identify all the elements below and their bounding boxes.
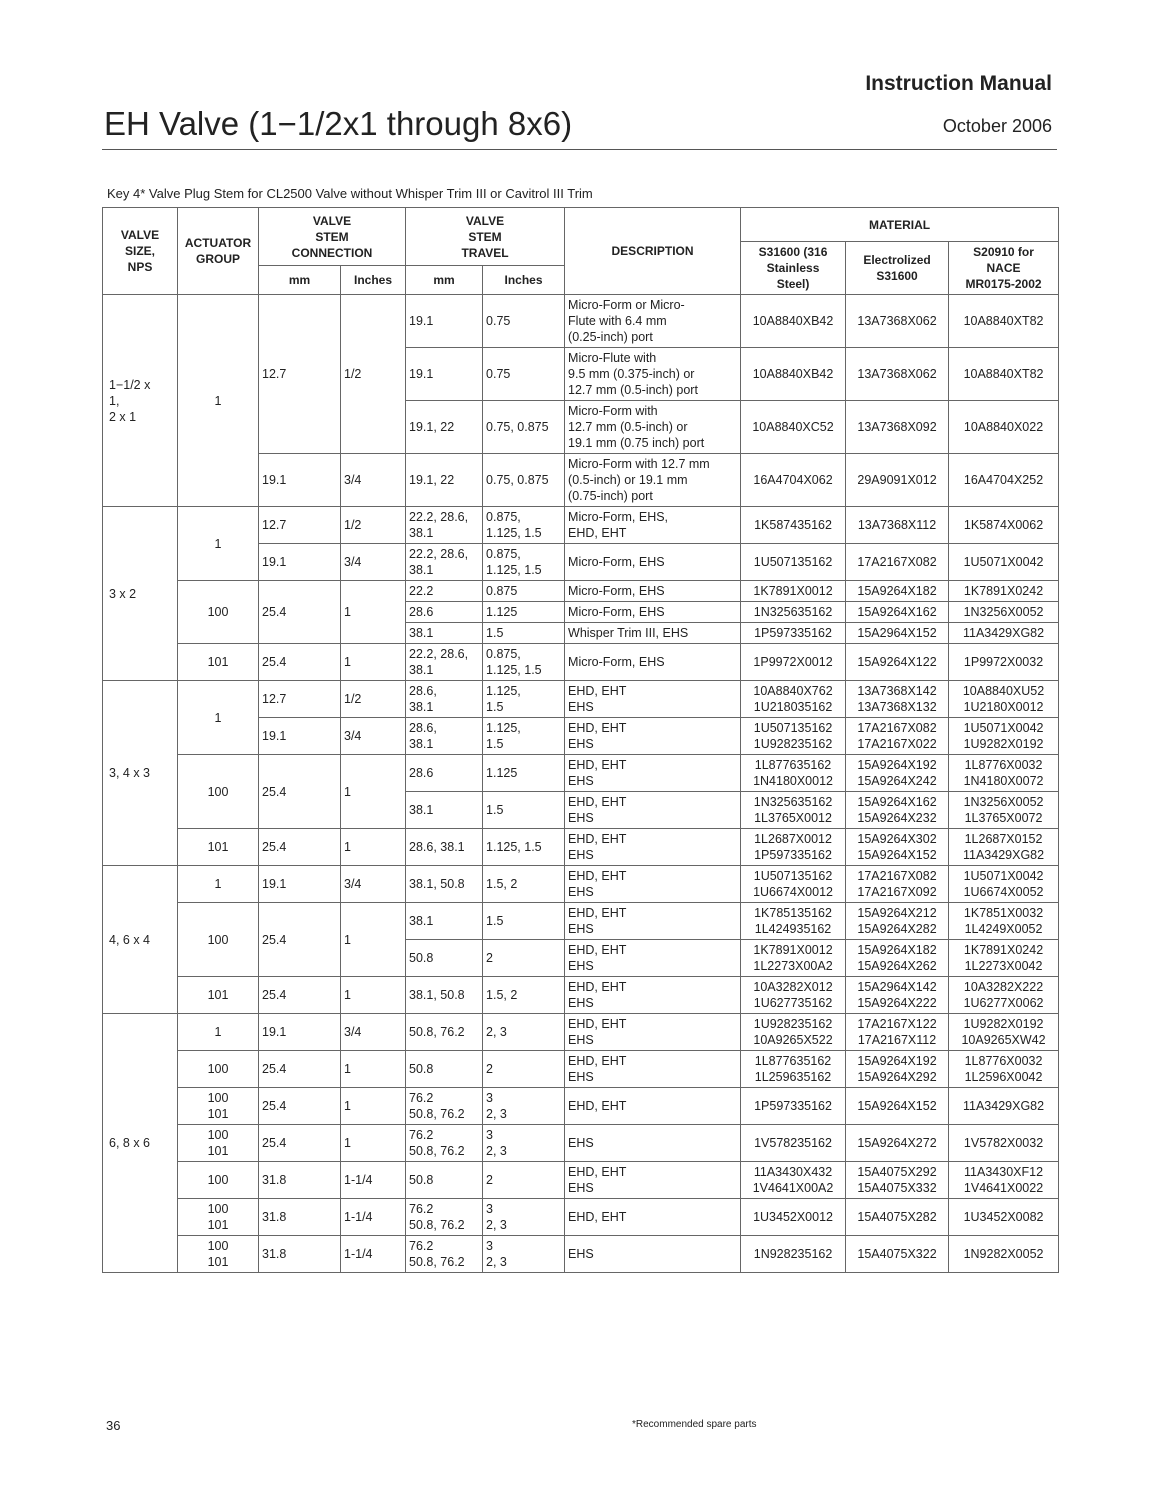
- part-number-cell: 1L2687X0012 1P597335162: [741, 829, 846, 866]
- part-number-cell: 15A9264X182: [846, 581, 949, 602]
- table-cell: 100: [178, 1051, 259, 1088]
- table-cell: 3 x 2: [103, 507, 178, 681]
- table-cell: 19.1: [259, 544, 341, 581]
- table-row: [103, 581, 1059, 602]
- header-divider: [102, 149, 1057, 150]
- table-cell: 12.7: [259, 295, 341, 454]
- table-row: [103, 755, 1059, 792]
- table-cell: 101: [178, 977, 259, 1014]
- table-cell: 100 101: [178, 1125, 259, 1162]
- table-cell: 1: [341, 581, 406, 644]
- table-cell: 1/2: [341, 295, 406, 454]
- table-cell: 76.2 50.8, 76.2: [406, 1236, 483, 1273]
- part-number-cell: 15A9264X162: [846, 602, 949, 623]
- table-body: [103, 295, 1059, 1273]
- table-cell: 76.2 50.8, 76.2: [406, 1199, 483, 1236]
- table-cell: 50.8: [406, 940, 483, 977]
- table-cell: 3, 4 x 3: [103, 681, 178, 866]
- table-cell: 28.6, 38.1: [406, 829, 483, 866]
- table-cell: 100: [178, 581, 259, 644]
- table-cell: Micro-Form, EHS: [565, 581, 741, 602]
- table-cell: EHD, EHT EHS: [565, 829, 741, 866]
- part-number-cell: 15A9264X212 15A9264X282: [846, 903, 949, 940]
- table-cell: EHD, EHT EHS: [565, 903, 741, 940]
- table-row: [103, 507, 1059, 544]
- table-cell: 1/2: [341, 681, 406, 718]
- table-caption: Key 4* Valve Plug Stem for CL2500 Valve without Whisper Trim III or Cavitrol III Trim: [107, 186, 593, 201]
- table-cell: Micro-Flute with 9.5 mm (0.375-inch) or 12.7 mm (0.5-inch) port: [565, 348, 741, 401]
- table-row: [103, 903, 1059, 940]
- table-cell: 1: [341, 903, 406, 977]
- publication-date: October 2006: [942, 116, 1052, 136]
- table-row: [103, 1088, 1059, 1125]
- table-cell: 38.1: [406, 903, 483, 940]
- table-cell: 1: [341, 1051, 406, 1088]
- part-number-cell: 1U9282X0192 10A9265XW42: [949, 1014, 1059, 1051]
- header-connection-mm: mm: [259, 266, 341, 295]
- table-cell: 2: [483, 940, 565, 977]
- table-cell: 1: [178, 295, 259, 507]
- part-number-cell: 10A8840XB42: [741, 348, 846, 401]
- table-cell: EHD, EHT EHS: [565, 977, 741, 1014]
- table-cell: 1-1/4: [341, 1162, 406, 1199]
- part-number-cell: 1K7851X0032 1L4249X0052: [949, 903, 1059, 940]
- table-cell: 25.4: [259, 1125, 341, 1162]
- table-cell: 101: [178, 829, 259, 866]
- table-cell: 25.4: [259, 581, 341, 644]
- part-number-cell: 1L8776X0032 1L2596X0042: [949, 1051, 1059, 1088]
- table-cell: Whisper Trim III, EHS: [565, 623, 741, 644]
- part-number-cell: 15A9264X182 15A9264X262: [846, 940, 949, 977]
- part-number-cell: 1U507135162 1U928235162: [741, 718, 846, 755]
- table-cell: 25.4: [259, 755, 341, 829]
- part-number-cell: 11A3429XG82: [949, 623, 1059, 644]
- table-cell: 1-1/4: [341, 1236, 406, 1273]
- part-number-cell: 15A9264X122: [846, 644, 949, 681]
- table-cell: EHD, EHT EHS: [565, 1162, 741, 1199]
- part-number-cell: 1U5071X0042 1U9282X0192: [949, 718, 1059, 755]
- part-number-cell: 1N3256X0052: [949, 602, 1059, 623]
- table-cell: 31.8: [259, 1199, 341, 1236]
- part-number-cell: 1V5782X0032: [949, 1125, 1059, 1162]
- table-cell: 28.6: [406, 755, 483, 792]
- table-cell: 1.5, 2: [483, 866, 565, 903]
- table-cell: 3 2, 3: [483, 1199, 565, 1236]
- table-cell: 38.1, 50.8: [406, 866, 483, 903]
- table-cell: 3 2, 3: [483, 1236, 565, 1273]
- table-cell: EHD, EHT EHS: [565, 1014, 741, 1051]
- table-cell: 0.75: [483, 295, 565, 348]
- part-number-cell: 17A2167X122 17A2167X112: [846, 1014, 949, 1051]
- table-cell: 19.1, 22: [406, 454, 483, 507]
- part-number-cell: 1P597335162: [741, 623, 846, 644]
- table-row: [103, 866, 1059, 903]
- part-number-cell: 15A4075X282: [846, 1199, 949, 1236]
- part-number-cell: 13A7368X062: [846, 348, 949, 401]
- part-number-cell: 11A3430XF12 1V4641X0022: [949, 1162, 1059, 1199]
- part-number-cell: 1V578235162: [741, 1125, 846, 1162]
- table-cell: 76.2 50.8, 76.2: [406, 1088, 483, 1125]
- table-row: [103, 644, 1059, 681]
- part-number-cell: 15A9264X152: [846, 1088, 949, 1125]
- header-description: DESCRIPTION: [565, 208, 741, 295]
- part-number-cell: 1K785135162 1L424935162: [741, 903, 846, 940]
- table-cell: 38.1: [406, 623, 483, 644]
- table-cell: 1.5: [483, 903, 565, 940]
- table-row: [103, 1051, 1059, 1088]
- table-cell: 22.2, 28.6, 38.1: [406, 507, 483, 544]
- table-cell: 100 101: [178, 1236, 259, 1273]
- table-cell: 1: [178, 507, 259, 581]
- part-number-cell: 1K7891X0242 1L2273X0042: [949, 940, 1059, 977]
- table-cell: 3/4: [341, 866, 406, 903]
- table-cell: 1.125, 1.5: [483, 681, 565, 718]
- table-cell: Micro-Form or Micro- Flute with 6.4 mm (0.25-inch) port: [565, 295, 741, 348]
- header-material-s31600: S31600 (316 Stainless Steel): [741, 242, 846, 295]
- part-number-cell: 11A3430X432 1V4641X00A2: [741, 1162, 846, 1199]
- table-cell: 31.8: [259, 1236, 341, 1273]
- part-number-cell: 1N9282X0052: [949, 1236, 1059, 1273]
- table-cell: 1.5: [483, 623, 565, 644]
- table-row: [103, 1236, 1059, 1273]
- part-number-cell: 1U507135162: [741, 544, 846, 581]
- table-cell: 22.2, 28.6, 38.1: [406, 644, 483, 681]
- part-number-cell: 1N928235162: [741, 1236, 846, 1273]
- table-row: [103, 1199, 1059, 1236]
- header-connection-inches: Inches: [341, 266, 406, 295]
- table-row: [103, 295, 1059, 348]
- table-cell: 1: [341, 829, 406, 866]
- part-number-cell: 15A9264X162 15A9264X232: [846, 792, 949, 829]
- table-cell: 19.1: [259, 718, 341, 755]
- table-cell: Micro-Form with 12.7 mm (0.5-inch) or 19.1 mm (0.75 inch) port: [565, 401, 741, 454]
- part-number-cell: 15A2964X142 15A9264X222: [846, 977, 949, 1014]
- part-number-cell: 1K587435162: [741, 507, 846, 544]
- table-cell: 1: [341, 1125, 406, 1162]
- table-cell: 0.875, 1.125, 1.5: [483, 644, 565, 681]
- table-cell: 2, 3: [483, 1014, 565, 1051]
- part-number-cell: 1U928235162 10A9265X522: [741, 1014, 846, 1051]
- header-valve-size: VALVE SIZE, NPS: [103, 208, 178, 295]
- part-number-cell: 15A9264X272: [846, 1125, 949, 1162]
- table-cell: 19.1: [259, 454, 341, 507]
- part-number-cell: 1N325635162 1L3765X0012: [741, 792, 846, 829]
- part-number-cell: 1P9972X0032: [949, 644, 1059, 681]
- part-number-cell: 17A2167X082: [846, 544, 949, 581]
- part-number-cell: 11A3429XG82: [949, 1088, 1059, 1125]
- part-number-cell: 1N325635162: [741, 602, 846, 623]
- header-material: MATERIAL: [741, 208, 1059, 242]
- table-cell: 19.1: [259, 1014, 341, 1051]
- part-number-cell: 17A2167X082 17A2167X092: [846, 866, 949, 903]
- table-cell: 0.875, 1.125, 1.5: [483, 544, 565, 581]
- table-cell: 100: [178, 755, 259, 829]
- table-row: [103, 1125, 1059, 1162]
- table-cell: EHD, EHT EHS: [565, 940, 741, 977]
- table-cell: 50.8, 76.2: [406, 1014, 483, 1051]
- table-cell: EHD, EHT EHS: [565, 681, 741, 718]
- part-number-cell: 10A8840XT82: [949, 348, 1059, 401]
- table-cell: 76.2 50.8, 76.2: [406, 1125, 483, 1162]
- part-number-cell: 1U5071X0042: [949, 544, 1059, 581]
- manual-label: Instruction Manual: [865, 72, 1052, 95]
- part-number-cell: 1P597335162: [741, 1088, 846, 1125]
- table-cell: 1: [178, 1014, 259, 1051]
- table-cell: 25.4: [259, 829, 341, 866]
- table-cell: 0.75: [483, 348, 565, 401]
- part-number-cell: 1L877635162 1N4180X0012: [741, 755, 846, 792]
- part-number-cell: 10A3282X222 1U6277X0062: [949, 977, 1059, 1014]
- part-number-cell: 1U3452X0082: [949, 1199, 1059, 1236]
- part-number-cell: 13A7368X112: [846, 507, 949, 544]
- part-number-cell: 10A3282X012 1U627735162: [741, 977, 846, 1014]
- part-number-cell: 1L2687X0152 11A3429XG82: [949, 829, 1059, 866]
- table-cell: 38.1, 50.8: [406, 977, 483, 1014]
- table-cell: 0.875: [483, 581, 565, 602]
- part-number-cell: 10A8840X022: [949, 401, 1059, 454]
- table-cell: 12.7: [259, 507, 341, 544]
- part-number-cell: 13A7368X092: [846, 401, 949, 454]
- table-cell: 6, 8 x 6: [103, 1014, 178, 1273]
- part-number-cell: 15A4075X322: [846, 1236, 949, 1273]
- table-cell: 3/4: [341, 544, 406, 581]
- part-number-cell: 15A9264X192 15A9264X292: [846, 1051, 949, 1088]
- table-cell: 3/4: [341, 454, 406, 507]
- part-number-cell: 10A8840XU52 1U2180X0012: [949, 681, 1059, 718]
- table-row: [103, 977, 1059, 1014]
- part-number-cell: 1U507135162 1U6674X0012: [741, 866, 846, 903]
- page-title: EH Valve (1−1/2x1 through 8x6): [104, 105, 573, 142]
- table-cell: 100: [178, 1162, 259, 1199]
- part-number-cell: 1L8776X0032 1N4180X0072: [949, 755, 1059, 792]
- table-cell: Micro-Form, EHS, EHD, EHT: [565, 507, 741, 544]
- table-cell: 25.4: [259, 903, 341, 977]
- header-material-electrolized: Electrolized S31600: [846, 242, 949, 295]
- part-number-cell: 15A9264X192 15A9264X242: [846, 755, 949, 792]
- table-cell: 50.8: [406, 1051, 483, 1088]
- part-number-cell: 10A8840XB42: [741, 295, 846, 348]
- part-number-cell: 16A4704X062: [741, 454, 846, 507]
- table-cell: 100 101: [178, 1088, 259, 1125]
- part-number-cell: 29A9091X012: [846, 454, 949, 507]
- table-cell: Micro-Form, EHS: [565, 602, 741, 623]
- table-row: [103, 1014, 1059, 1051]
- page-number: 36: [106, 1418, 121, 1433]
- table-cell: 101: [178, 644, 259, 681]
- header-stem-connection: VALVE STEM CONNECTION: [259, 208, 406, 266]
- table-cell: EHD, EHT EHS: [565, 718, 741, 755]
- table-cell: 50.8: [406, 1162, 483, 1199]
- table-row: [103, 829, 1059, 866]
- table-cell: 1.125: [483, 602, 565, 623]
- table-cell: 1: [341, 977, 406, 1014]
- parts-table: [102, 207, 1059, 1273]
- table-cell: 19.1: [259, 866, 341, 903]
- table-cell: 100 101: [178, 1199, 259, 1236]
- table-cell: 25.4: [259, 1051, 341, 1088]
- header-stem-travel: VALVE STEM TRAVEL: [406, 208, 565, 266]
- table-cell: 25.4: [259, 644, 341, 681]
- table-cell: 0.75, 0.875: [483, 454, 565, 507]
- table-cell: 3 2, 3: [483, 1125, 565, 1162]
- table-cell: Micro-Form, EHS: [565, 544, 741, 581]
- table-row: [103, 1162, 1059, 1199]
- table-row: [103, 681, 1059, 718]
- table-cell: 22.2, 28.6, 38.1: [406, 544, 483, 581]
- table-cell: 1: [341, 644, 406, 681]
- table-cell: 1: [178, 866, 259, 903]
- table-cell: 0.875, 1.125, 1.5: [483, 507, 565, 544]
- table-cell: Micro-Form, EHS: [565, 644, 741, 681]
- table-cell: 2: [483, 1051, 565, 1088]
- table-cell: Micro-Form with 12.7 mm (0.5-inch) or 19.1 mm (0.75-inch) port: [565, 454, 741, 507]
- table-cell: 1−1/2 x 1, 2 x 1: [103, 295, 178, 507]
- table-cell: EHD, EHT EHS: [565, 866, 741, 903]
- part-number-cell: 17A2167X082 17A2167X022: [846, 718, 949, 755]
- part-number-cell: 10A8840XT82: [949, 295, 1059, 348]
- part-number-cell: 1K7891X0242: [949, 581, 1059, 602]
- table-cell: 19.1: [406, 348, 483, 401]
- header-material-s20910: S20910 for NACE MR0175-2002: [949, 242, 1059, 295]
- table-cell: 1-1/4: [341, 1199, 406, 1236]
- table-cell: EHD, EHT: [565, 1199, 741, 1236]
- table-cell: 28.6, 38.1: [406, 681, 483, 718]
- table-cell: 1: [341, 1088, 406, 1125]
- part-number-cell: 15A9264X302 15A9264X152: [846, 829, 949, 866]
- table-cell: EHS: [565, 1125, 741, 1162]
- header-travel-mm: mm: [406, 266, 483, 295]
- table-cell: 2: [483, 1162, 565, 1199]
- part-number-cell: 1U3452X0012: [741, 1199, 846, 1236]
- table-cell: 100: [178, 903, 259, 977]
- table-cell: EHD, EHT EHS: [565, 792, 741, 829]
- part-number-cell: 13A7368X062: [846, 295, 949, 348]
- part-number-cell: 1K7891X0012: [741, 581, 846, 602]
- table-cell: 31.8: [259, 1162, 341, 1199]
- part-number-cell: 1L877635162 1L259635162: [741, 1051, 846, 1088]
- table-cell: 25.4: [259, 977, 341, 1014]
- table-cell: 28.6: [406, 602, 483, 623]
- footnote: *Recommended spare parts: [632, 1419, 757, 1430]
- part-number-cell: 1K7891X0012 1L2273X00A2: [741, 940, 846, 977]
- table-cell: 3/4: [341, 1014, 406, 1051]
- table-cell: EHD, EHT EHS: [565, 1051, 741, 1088]
- part-number-cell: 15A4075X292 15A4075X332: [846, 1162, 949, 1199]
- part-number-cell: 10A8840X762 1U218035162: [741, 681, 846, 718]
- part-number-cell: 15A2964X152: [846, 623, 949, 644]
- table-cell: 1: [178, 681, 259, 755]
- part-number-cell: 10A8840XC52: [741, 401, 846, 454]
- table-cell: 25.4: [259, 1088, 341, 1125]
- table-cell: 4, 6 x 4: [103, 866, 178, 1014]
- part-number-cell: 1K5874X0062: [949, 507, 1059, 544]
- table-cell: 38.1: [406, 792, 483, 829]
- part-number-cell: 13A7368X142 13A7368X132: [846, 681, 949, 718]
- table-cell: 1.5, 2: [483, 977, 565, 1014]
- table-cell: 19.1, 22: [406, 401, 483, 454]
- table-cell: 19.1: [406, 295, 483, 348]
- table-cell: 28.6, 38.1: [406, 718, 483, 755]
- table-cell: 1.125: [483, 755, 565, 792]
- table-cell: 22.2: [406, 581, 483, 602]
- table-cell: 1.5: [483, 792, 565, 829]
- table-cell: EHS: [565, 1236, 741, 1273]
- table-cell: 12.7: [259, 681, 341, 718]
- table-cell: 3/4: [341, 718, 406, 755]
- part-number-cell: 16A4704X252: [949, 454, 1059, 507]
- part-number-cell: 1N3256X0052 1L3765X0072: [949, 792, 1059, 829]
- table-cell: 1.125, 1.5: [483, 718, 565, 755]
- table-cell: EHD, EHT EHS: [565, 755, 741, 792]
- table-cell: 1/2: [341, 507, 406, 544]
- header-travel-inches: Inches: [483, 266, 565, 295]
- table-cell: 1.125, 1.5: [483, 829, 565, 866]
- part-number-cell: 1P9972X0012: [741, 644, 846, 681]
- header-actuator-group: ACTUATOR GROUP: [178, 208, 259, 295]
- part-number-cell: 1U5071X0042 1U6674X0052: [949, 866, 1059, 903]
- table-cell: 0.75, 0.875: [483, 401, 565, 454]
- table-cell: EHD, EHT: [565, 1088, 741, 1125]
- table-cell: 1: [341, 755, 406, 829]
- table-cell: 3 2, 3: [483, 1088, 565, 1125]
